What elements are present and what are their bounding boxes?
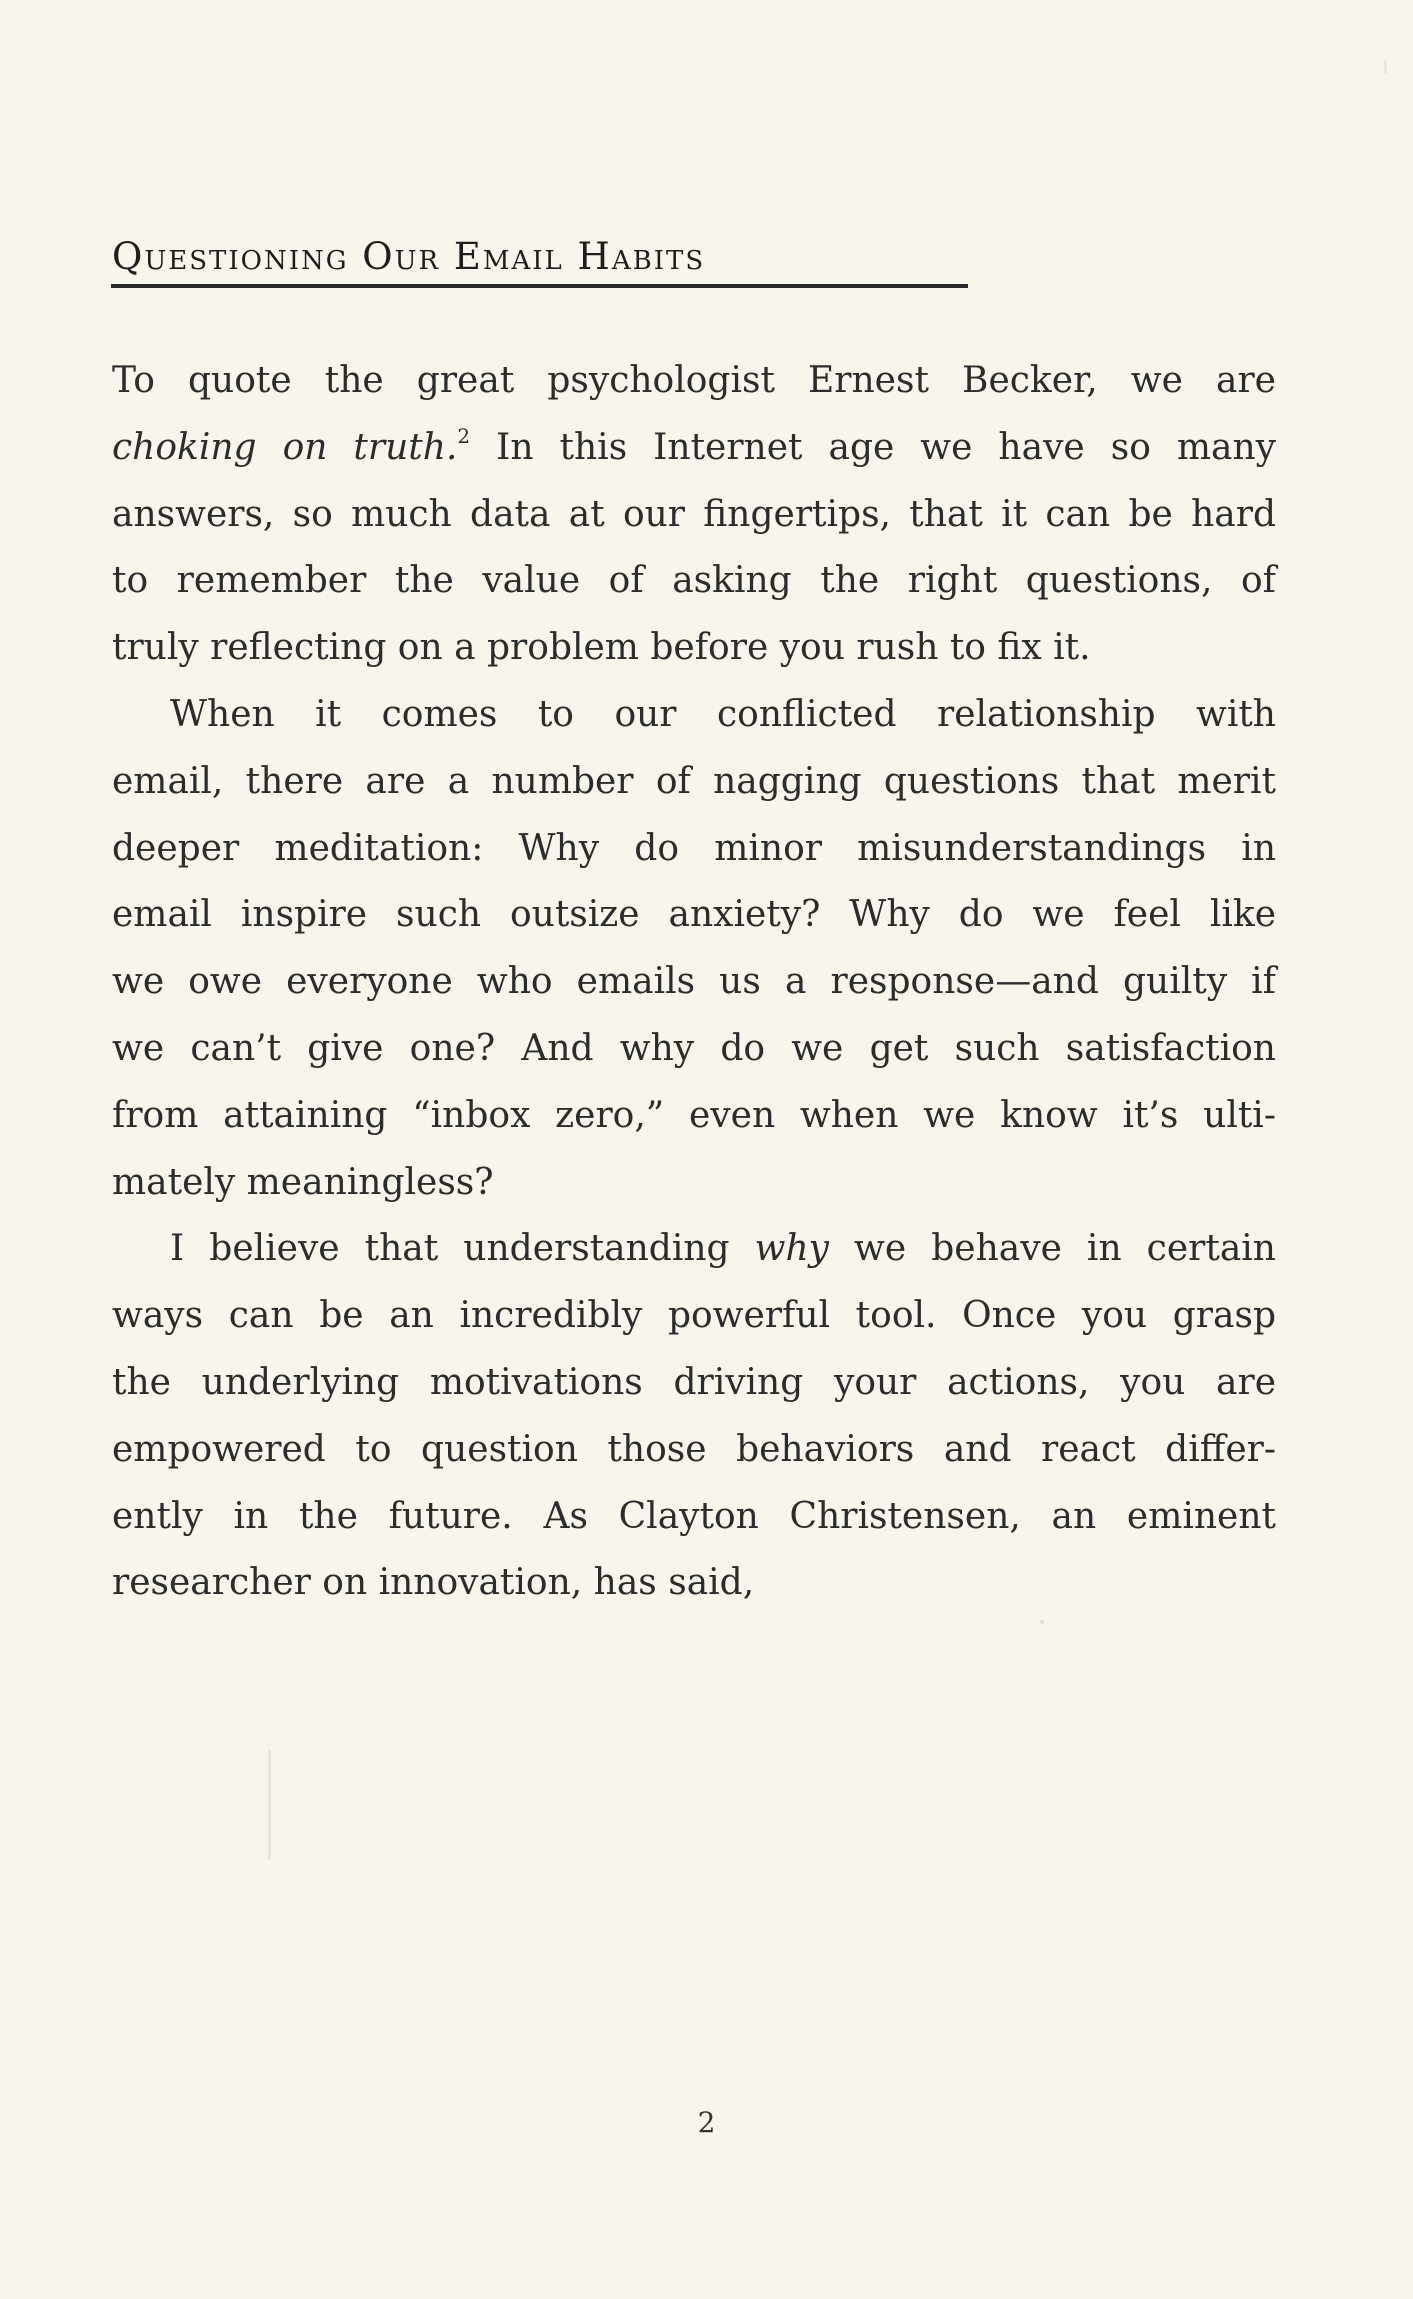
text-line: [112, 415, 1276, 482]
text-segment: I believe that understanding: [170, 1228, 755, 1270]
text-line-rest: In this Internet age we have so many: [470, 426, 1276, 468]
italic-word: why: [754, 1228, 829, 1270]
text-line: ently in the future. As Clayton Christensen, an eminent: [112, 1495, 1276, 1537]
scan-speck: [1040, 1620, 1044, 1624]
text-line: truly reflecting on a problem before you rush to fix it.: [112, 627, 1091, 669]
italic-phrase: choking on truth.: [112, 426, 458, 468]
page-number: 2: [697, 2106, 716, 2139]
text-line: ways can be an incredibly powerful tool. Once you grasp: [112, 1295, 1276, 1337]
paragraph-2: [112, 682, 1276, 1216]
text-line: [112, 1216, 1276, 1283]
paragraph-3: [112, 1216, 1276, 1617]
text-line: we owe everyone who emails us a response—and guilty if: [112, 961, 1276, 1003]
text-line: To quote the great psychologist Ernest Becker, we are: [112, 360, 1276, 401]
text-line: to remember the value of asking the right questions, of: [112, 560, 1276, 602]
heading-underline: [111, 284, 968, 288]
paragraph-1: [112, 348, 1276, 682]
text-line: When it comes to our conflicted relationship with: [170, 693, 1276, 735]
text-line: email, there are a number of nagging questions that merit: [112, 760, 1276, 802]
scan-speck: [268, 1750, 271, 1860]
footnote-marker[interactable]: 2: [457, 423, 471, 448]
text-line: from attaining “inbox zero,” even when we know it’s ulti-: [112, 1094, 1276, 1136]
text-line: email inspire such outsize anxiety? Why do we feel like: [112, 894, 1276, 936]
text-segment: we behave in certain: [829, 1228, 1276, 1270]
text-line: we can’t give one? And why do we get such satisfaction: [112, 1027, 1276, 1069]
body-text: [112, 348, 1276, 1617]
text-line: answers, so much data at our fingertips, that it can be hard: [112, 493, 1276, 535]
text-line: empowered to question those behaviors and react differ-: [112, 1428, 1276, 1470]
text-line: the underlying motivations driving your actions, you are: [112, 1361, 1276, 1403]
section-heading: Questioning Our Email Habits: [112, 235, 706, 278]
text-line: deeper meditation: Why do minor misunderstandings in: [112, 827, 1276, 869]
text-line: mately meaningless?: [112, 1161, 494, 1203]
text-line: researcher on innovation, has said,: [112, 1562, 755, 1604]
scan-speck: [1384, 60, 1387, 74]
